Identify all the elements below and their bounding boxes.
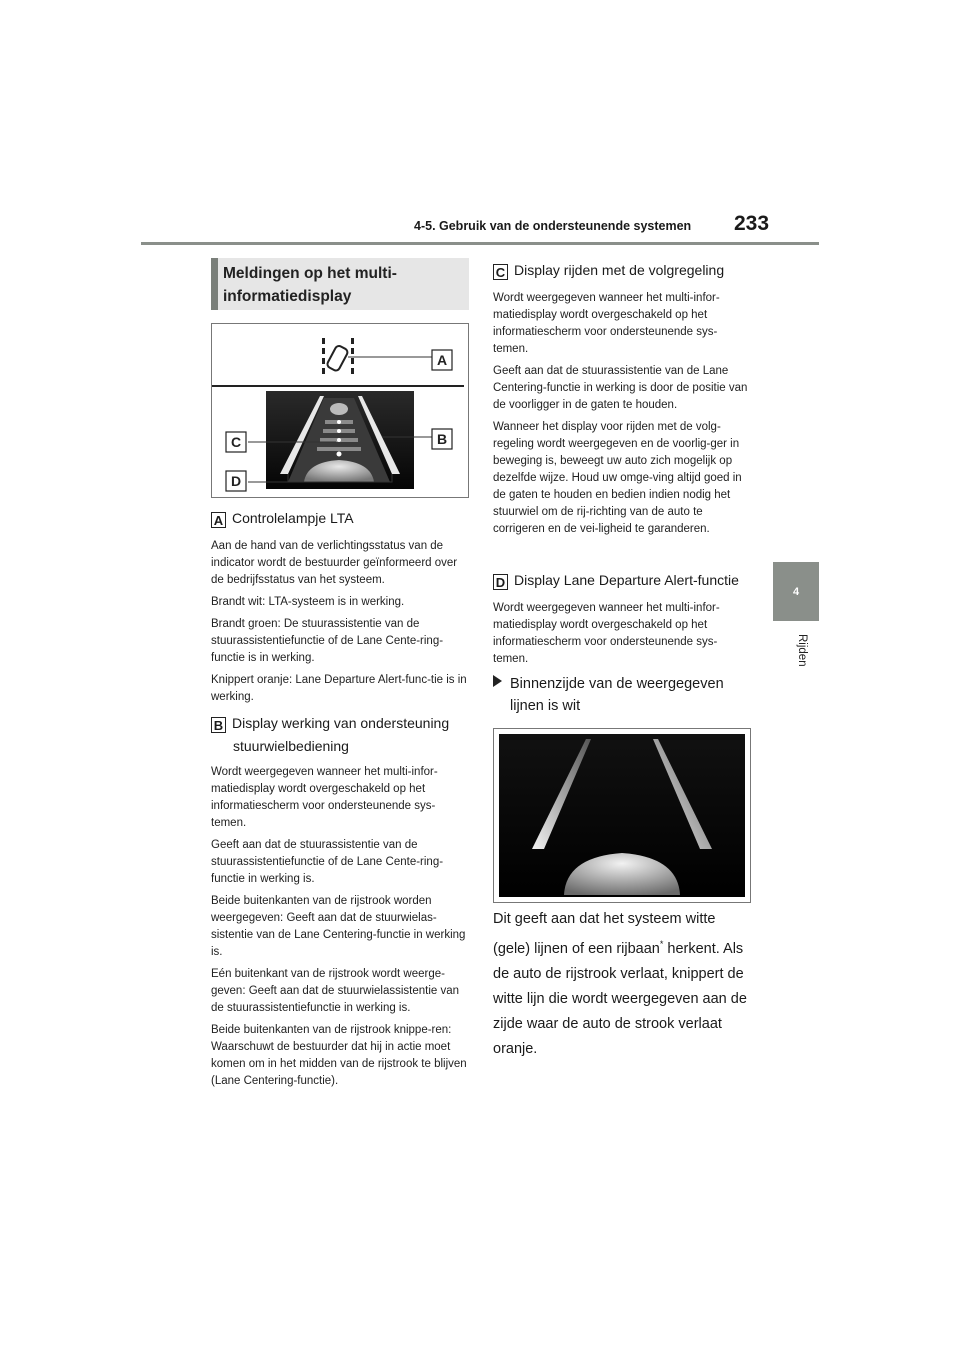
- section-heading-bar: [211, 258, 218, 310]
- display-diagram: [211, 323, 469, 498]
- bullet-line2: lijnen is wit: [510, 698, 581, 714]
- item-b-title-line2: stuurwielbediening: [233, 738, 349, 754]
- item-d-letter: D: [493, 574, 508, 590]
- item-b-para-5: Beide buitenkanten van de rijstrook knippe-ren: Waarschuwt de bestuurder dat hij in actie moet komen om in het midden van de rijstrook te blijven (Lane Centering-functie).: [211, 1024, 467, 1087]
- header-divider: [141, 242, 819, 245]
- closing-line3: de auto de rijstrook verlaat, knippert de: [493, 965, 744, 982]
- callout-c: C: [230, 434, 242, 450]
- item-b-para-3: Beide buitenkanten van de rijstrook worden weergegeven: Geeft aan dat de stuurwielas-sistentie van de Lane Centering-functie in werking is.: [211, 895, 466, 958]
- item-a-para-3: Brandt groen: De stuurassistentie van de stuurassistentiefunctie of de Lane Cente-ring-functie is in werking.: [211, 618, 444, 664]
- item-b-letter: B: [211, 717, 226, 733]
- lane-lines-graphic: [494, 729, 750, 902]
- item-c-heading: [493, 260, 751, 280]
- closing-line5: zijde waar de auto de strook verlaat: [493, 1015, 722, 1032]
- callout-d: D: [230, 473, 242, 489]
- section-header: 4-5. Gebruik van de ondersteunende systemen: [414, 219, 692, 233]
- lta-indicator-icon: [322, 338, 354, 374]
- item-c: [493, 260, 751, 538]
- item-a-para-1: Aan de hand van de verlichtingsstatus van de indicator wordt de bestuurder geïnformeerd over de bedrijfsstatus van het systeem.: [211, 540, 458, 586]
- closing-line6: oranje.: [493, 1040, 538, 1057]
- item-a-para-4: Knippert oranje: Lane Departure Alert-func-tie is in werking.: [211, 674, 467, 703]
- item-d-title: Display Lane Departure Alert-functie: [514, 572, 739, 588]
- closing-line4: witte lijn die wordt weergegeven aan de: [493, 990, 747, 1007]
- display-diagram-graphic: [212, 324, 468, 497]
- item-b: [211, 713, 469, 1090]
- item-b-para-4: Eén buitenkant van de rijstrook wordt weerge-geven: Geeft aan dat de stuurwielassistentie van de stuurassistentiefunctie in werking is.: [211, 968, 460, 1014]
- callout-a: A: [436, 352, 448, 368]
- item-b-para-2: Geeft aan dat de stuurassistentie van de stuurassistentiefunctie of de Lane Cente-ring-functie in werking is.: [211, 839, 444, 885]
- item-d-heading: [493, 570, 751, 590]
- lane-lines-figure: [493, 728, 751, 903]
- item-a-para-2: Brandt wit: LTA-systeem is in werking.: [211, 596, 405, 608]
- item-b-para-1: Wordt weergegeven wanneer het multi-infor-matiedisplay wordt overgeschakeld op het informatiescherm voor ondersteunende sys-temen.: [211, 766, 438, 829]
- bullet-line1: Binnenzijde van de weergegeven: [510, 676, 724, 692]
- item-c-para-1: Wordt weergegeven wanneer het multi-infor-matiedisplay wordt overgeschakeld op het informatiescherm voor ondersteunende sys-temen.: [493, 292, 720, 355]
- item-a: [211, 508, 469, 706]
- chapter-label: Rijden: [796, 634, 808, 667]
- page-number: 233: [734, 212, 770, 235]
- item-a-letter: A: [211, 512, 226, 528]
- chapter-tab: 4: [773, 562, 819, 621]
- item-c-para-2: Geeft aan dat de stuurassistentie van de Lane Centering-functie in werking is door de positie van de voorligger in de gaten te houden.: [493, 365, 748, 411]
- item-a-heading: [211, 508, 469, 528]
- item-a-title: Controlelampje LTA: [232, 510, 354, 526]
- footnote-marker: *: [659, 939, 664, 949]
- bullet-heading: [493, 673, 751, 717]
- bullet-triangle-icon: [493, 675, 502, 687]
- item-c-title: Display rijden met de volgregeling: [514, 262, 725, 278]
- item-d: [493, 570, 751, 668]
- item-d-para-1: Wordt weergegeven wanneer het multi-infor-matiedisplay wordt overgeschakeld op het informatiescherm voor ondersteunende sys-temen.: [493, 602, 720, 665]
- section-heading-box: [211, 258, 469, 310]
- section-heading: Meldingen op het multi-informatiedisplay: [223, 265, 397, 305]
- item-b-heading: [211, 713, 469, 733]
- item-c-letter: C: [493, 264, 508, 280]
- item-b-title-line1: Display werking van ondersteuning: [232, 715, 450, 731]
- item-c-para-3: Wanneer het display voor rijden met de volg-regeling wordt weergegeven en de voorlig-ger in beweging is, beweegt uw auto zich mogelijk op dezelfde wijze. Houd uw omge-ving altijd goed in de gaten te houden en bedien indien nodig het stuurwiel om de rij-richting van de auto te corrigeren en de vei-ligheid te garanderen.: [493, 421, 742, 535]
- closing-line2: (gele) lijnen of een rijbaan* herkent. Als: [493, 939, 744, 957]
- closing-paragraph: [493, 908, 751, 1060]
- closing-line1: Dit geeft aan dat het systeem witte: [493, 911, 716, 927]
- callout-b: B: [436, 431, 448, 447]
